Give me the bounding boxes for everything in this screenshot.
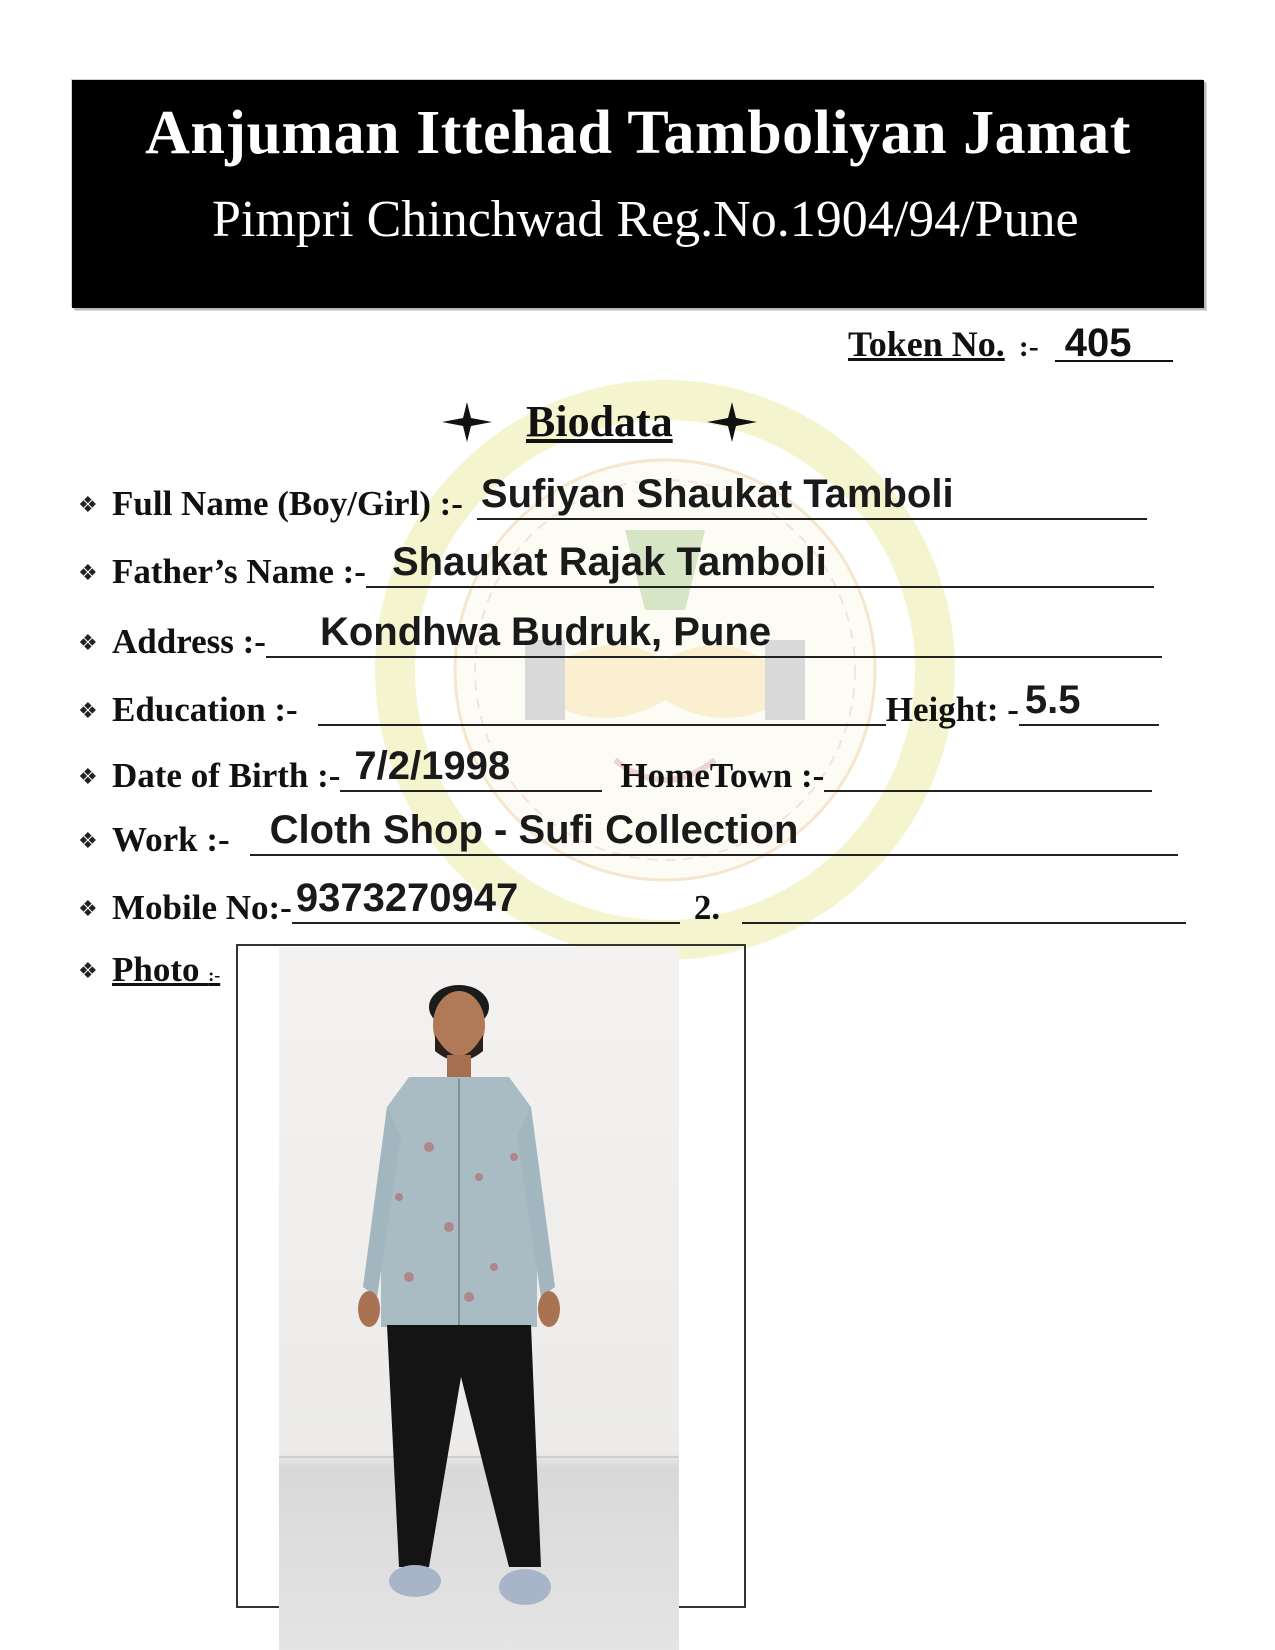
full-name-value: Sufiyan Shaukat Tamboli xyxy=(480,472,954,516)
field-label: Full Name (Boy/Girl) :- xyxy=(112,484,463,523)
biodata-title: Biodata xyxy=(526,397,673,446)
father-name-value: Shaukat Rajak Tamboli xyxy=(391,540,827,584)
token-value: 405 xyxy=(1055,326,1173,362)
height-line xyxy=(1019,678,1159,726)
diamond-bullet-icon: ❖ xyxy=(78,560,98,585)
diamond-bullet-icon: ❖ xyxy=(78,828,98,853)
dob-line xyxy=(340,744,602,792)
field-label: Address :- xyxy=(112,622,266,661)
field-label: 2. xyxy=(693,888,721,927)
field-label: HomeTown :- xyxy=(620,756,825,795)
diamond-bullet-icon: ❖ xyxy=(78,698,98,723)
diamond-bullet-icon: ❖ xyxy=(78,630,98,655)
field-label: Work :- xyxy=(112,820,230,859)
photo-label xyxy=(112,950,220,990)
token-label: Token No. xyxy=(848,324,1005,364)
mobile-line xyxy=(292,876,680,924)
field-mobile xyxy=(78,876,1186,928)
field-education-height xyxy=(78,678,1159,730)
diamond-bullet-icon: ❖ xyxy=(78,958,98,983)
mobile2-line xyxy=(742,882,1186,924)
header-banner xyxy=(72,80,1204,308)
field-line xyxy=(366,540,1154,588)
field-address xyxy=(78,610,1162,662)
height-value: 5.5 xyxy=(1024,678,1081,722)
dob-value: 7/2/1998 xyxy=(354,744,511,788)
education-line xyxy=(318,684,886,726)
work-value: Cloth Shop - Sufi Collection xyxy=(269,808,799,852)
field-father-name xyxy=(78,540,1154,592)
field-label: Education :- xyxy=(112,690,298,729)
four-point-star-icon xyxy=(705,400,759,444)
address-value: Kondhwa Budruk, Pune xyxy=(319,610,772,654)
field-label: Father’s Name :- xyxy=(112,552,366,591)
token-separator: :- xyxy=(1018,330,1039,363)
diamond-bullet-icon: ❖ xyxy=(78,492,98,517)
diamond-bullet-icon: ❖ xyxy=(78,896,98,921)
field-dob-hometown xyxy=(78,744,1152,796)
field-line xyxy=(477,472,1147,520)
registration-subtitle: Pimpri Chinchwad Reg.No.1904/94/Pune xyxy=(212,191,1079,248)
four-point-star-icon xyxy=(440,400,494,444)
photo-label-text: Photo xyxy=(112,950,200,989)
mobile-value: 9373270947 xyxy=(295,876,519,920)
applicant-photo xyxy=(279,947,679,1650)
hometown-line xyxy=(824,750,1152,792)
organization-title: Anjuman Ittehad Tamboliyan Jamat xyxy=(145,99,1131,167)
token-number xyxy=(848,323,1173,365)
diamond-bullet-icon: ❖ xyxy=(78,764,98,789)
watermark-emblem xyxy=(375,380,955,960)
field-line xyxy=(266,610,1162,658)
field-label: Height: - xyxy=(885,690,1019,729)
field-line xyxy=(250,808,1178,856)
field-full-name xyxy=(78,472,1147,524)
field-label: Date of Birth :- xyxy=(112,756,341,795)
field-label: Mobile No:- xyxy=(112,888,292,927)
field-photo xyxy=(78,950,220,990)
photo-label-suffix: :- xyxy=(208,965,221,985)
biodata-heading xyxy=(440,396,759,447)
field-work xyxy=(78,808,1178,860)
